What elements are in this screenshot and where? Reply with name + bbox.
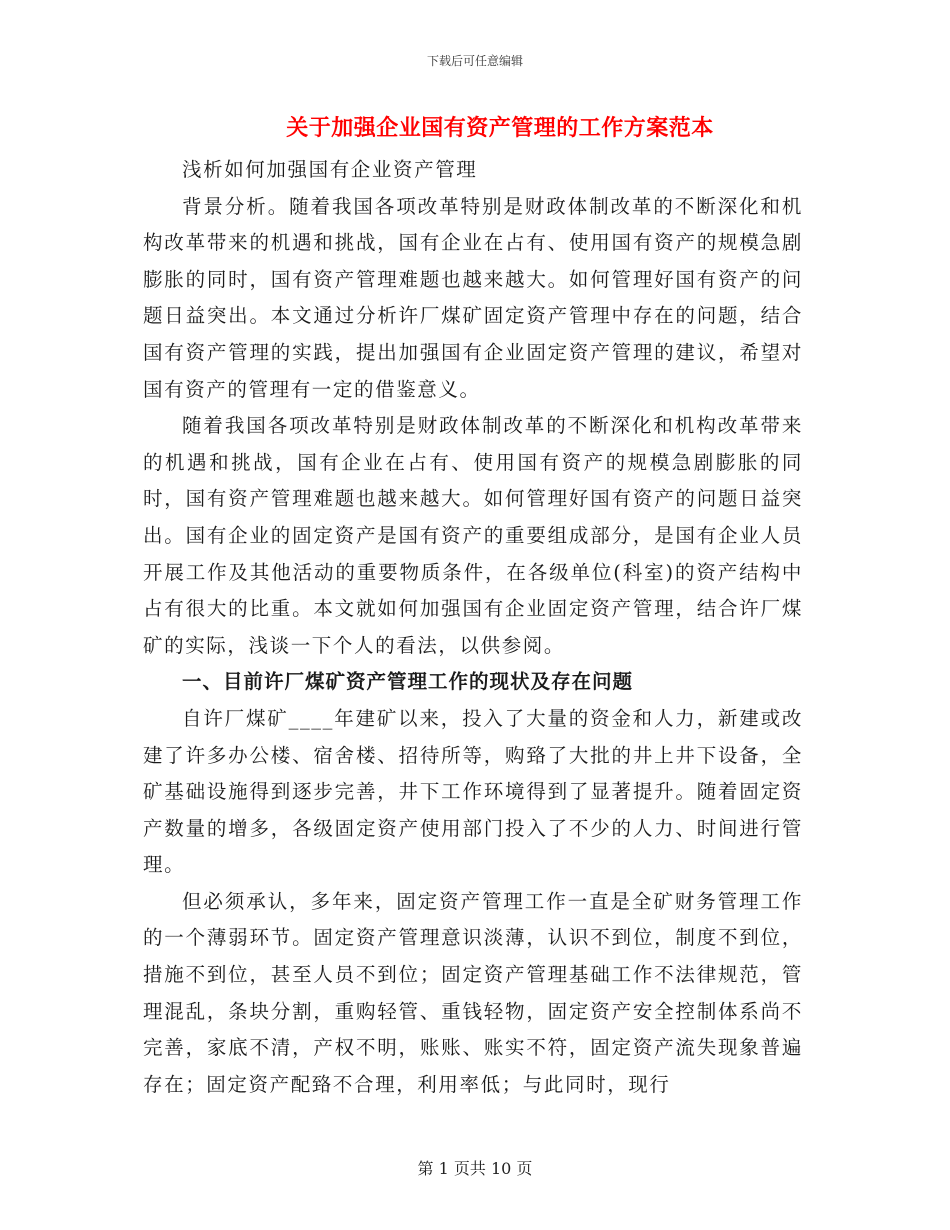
- header-note: 下载后可任意编辑: [426, 54, 523, 68]
- section-heading: 一、目前许厂煤矿资产管理工作的现状及存在问题: [182, 670, 634, 694]
- paragraph-background: 背景分析。随着我国各项改革特别是财政体制改革的不断深化和机构改革带来的机遇和挑战，国有企业在占有、使用国有资产的规模急剧膨胀的同时，国有资产管理难题也越来越大。如何管理好国有资产的问题日益突出。本文通过分析许厂煤矿固定资产管理中存在的问题，结合国有资产管理的实践，提出加强国有企业固定资产管理的建议，希望对国有资产的管理有一定的借鉴意义。: [143, 194, 803, 401]
- document-body: [143, 152, 803, 1103]
- paragraph-subtitle: 浅析如何加强国有企业资产管理: [182, 158, 478, 181]
- page-number: 第 1 页共 10 页: [417, 1159, 533, 1178]
- paragraph-status: 自许厂煤矿____年建矿以来，投入了大量的资金和人力，新建或改建了许多办公楼、宿舍楼、招待所等，购臵了大批的井上井下设备，全矿基础设施得到逐步完善，井下工作环境得到了显著提升。随着固定资产数量的增多，各级固定资产使用部门投入了不少的人力、时间进行管理。: [143, 706, 803, 877]
- document-title: 关于加强企业国有资产管理的工作方案范本: [286, 115, 714, 141]
- paragraph-intro: 随着我国各项改革特别是财政体制改革的不断深化和机构改革带来的机遇和挑战，国有企业在占有、使用国有资产的规模急剧膨胀的同时，国有资产管理难题也越来越大。如何管理好国有资产的问题日益突出。国有企业的固定资产是国有资产的重要组成部分，是国有企业人员开展工作及其他活动的重要物质条件，在各级单位(科室)的资产结构中占有很大的比重。本文就如何加强国有企业固定资产管理，结合许厂煤矿的实际，浅谈一下个人的看法，以供参阅。: [143, 414, 803, 657]
- paragraph-problems: 但必须承认，多年来，固定资产管理工作一直是全矿财务管理工作的一个薄弱环节。固定资产管理意识淡薄，认识不到位，制度不到位，措施不到位，甚至人员不到位；固定资产管理基础工作不法律规范，管理混乱，条块分割，重购轻管、重钱轻物，固定资产安全控制体系尚不完善，家底不清，产权不明，账账、账实不符，固定资产流失现象普遍存在；固定资产配臵不合理，利用率低；与此同时，现行: [143, 889, 803, 1096]
